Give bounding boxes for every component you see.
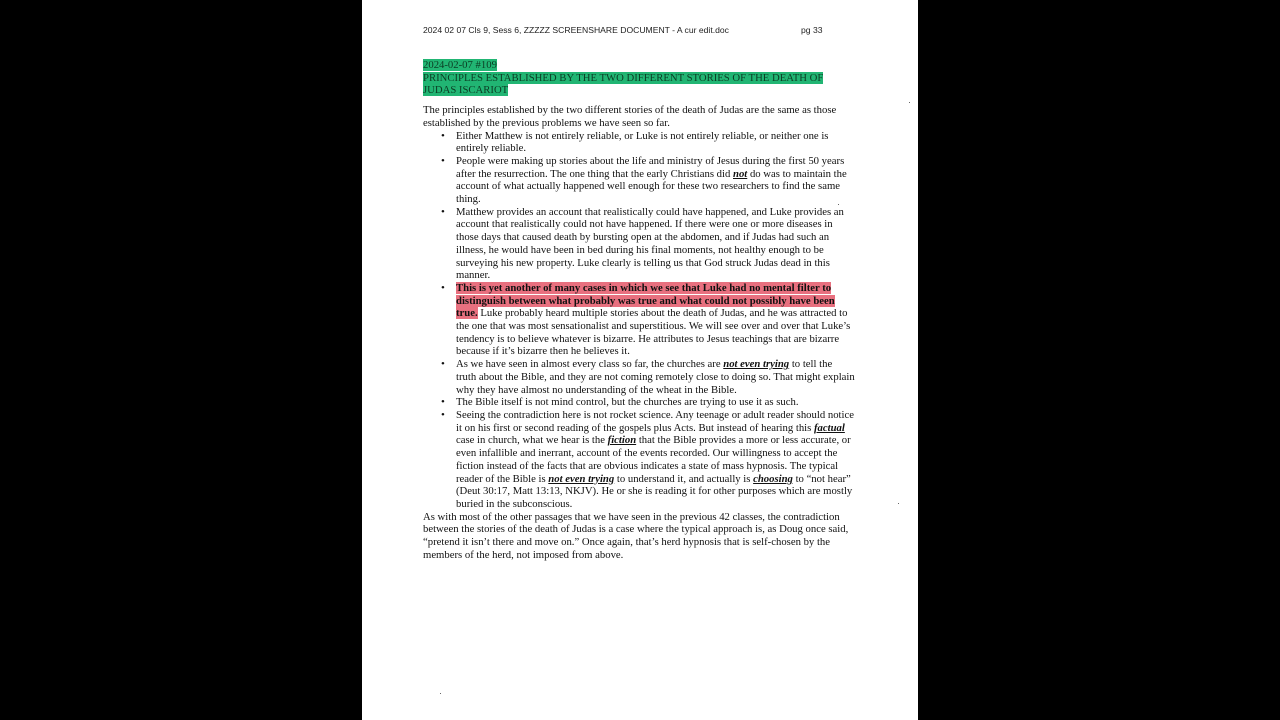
list-item (456, 130, 855, 155)
document-body (423, 59, 855, 561)
list-item (456, 358, 855, 396)
list-item (456, 282, 855, 358)
bullet-text: do was to maintain the account of what actually happened well enough for these two researchers to find the same thing. (456, 167, 847, 206)
list-item (456, 155, 855, 206)
bullet-text: to tell the truth about the Bible, and they are not coming remotely close to doing so. That might explain why they have almost no understanding of the wheat in the Bible. (456, 358, 855, 396)
bullet-text: As we have seen in almost every class so far, the churches are (456, 358, 724, 371)
bullet-text: People were making up stories about the life and ministry of Jesus during the first 50 years after the resurrection. The one thing that the early Christians did (456, 154, 845, 180)
list-item (456, 409, 855, 511)
bullet-text: Luke probably heard multiple stories about the death of Judas, and he was attracted to the one that was most sensationalist and superstitious. We will see over and over that Luke’s tendency is to believe whatever is bizarre. He attributes to Jesus teachings that are bizarre because if it’s bizarre then he believes it. (456, 307, 851, 358)
closing-paragraph: As with most of the other passages that we have seen in the previous 42 classes, the contradiction between the stories of the death of Judas is a case where the typical approach is, as Doug once said, “pretend it isn’t there and move on.” Once again, that’s herd hypnosis that is self-chosen by the members of the herd, not imposed from above. (423, 510, 849, 561)
section-title-line-1: PRINCIPLES ESTABLISHED BY THE TWO DIFFERENT STORIES OF THE DEATH OF (423, 71, 824, 84)
emphasis-text: not even trying (723, 358, 790, 371)
list-item (456, 396, 855, 409)
intro-paragraph: The principles established by the two different stories of the death of Judas are the same as those established by the previous problems we have seen so far. (423, 104, 837, 129)
bullet-text: case in church, what we hear is the (456, 434, 608, 447)
emphasis-text: factual (813, 421, 845, 434)
scan-speck (440, 693, 441, 694)
emphasis-text: fiction (607, 434, 637, 447)
document-title: 2024 02 07 Cls 9, Sess 6, ZZZZZ SCREENSHARE DOCUMENT - A cur edit.doc (423, 25, 729, 35)
section-title-line-2: JUDAS ISCARIOT (423, 84, 509, 97)
emphasis-text: choosing (753, 472, 793, 485)
section-date-id: 2024-02-07 #109 (423, 59, 497, 71)
bullet-text: to understand it, and actually is (614, 472, 754, 485)
list-item (456, 206, 855, 282)
document-page (362, 0, 918, 720)
bullet-text: Matthew provides an account that realistically could have happened, and Luke provides an account that realistically could not have happened. If there were one or more diseases in those days that caused death by bursting open at the abdomen, and if Judas had such an illness, he would have been in bed during his final moments, not healthy enough to be surveying his new property. Luke clearly is telling us that God struck Judas dead in this manner. (456, 205, 844, 282)
bullet-text: The Bible itself is not mind control, but the churches are trying to use it as such. (456, 396, 799, 409)
bullet-text: that the Bible provides a more or less accurate, or even infallible and inerrant, account of the events recorded. Our willingness to accept the fiction instead of the facts that are obvious indicates a state of mass hypnosis. The typical reader of the Bible is (456, 434, 851, 485)
scan-speck (898, 503, 899, 504)
bullet-text: to “not hear” (Deut 30:17, Matt 13:13, NKJV). He or she is reading it for other purposes which are mostly buried in the subconscious. (456, 472, 853, 510)
emphasis-text: not even trying (548, 472, 615, 485)
section-title-block (423, 59, 855, 97)
page-header (423, 25, 853, 35)
emphasis-text: not (733, 167, 748, 180)
page-number: pg 33 (801, 25, 823, 35)
bullet-text: Either Matthew is not entirely reliable, or Luke is not entirely reliable, or neither one is entirely reliable. (456, 129, 829, 155)
highlighted-statement: This is yet another of many cases in which we see that Luke had no mental filter to distinguish between what probably was true and what could not possibly have been true. (456, 281, 835, 320)
bullet-text: Seeing the contradiction here is not rocket science. Any teenage or adult reader should notice it on his first or second reading of the gospels plus Acts. But instead of hearing this (456, 408, 854, 434)
scan-speck (838, 204, 839, 205)
scan-speck (909, 102, 910, 103)
principles-list (423, 130, 855, 511)
